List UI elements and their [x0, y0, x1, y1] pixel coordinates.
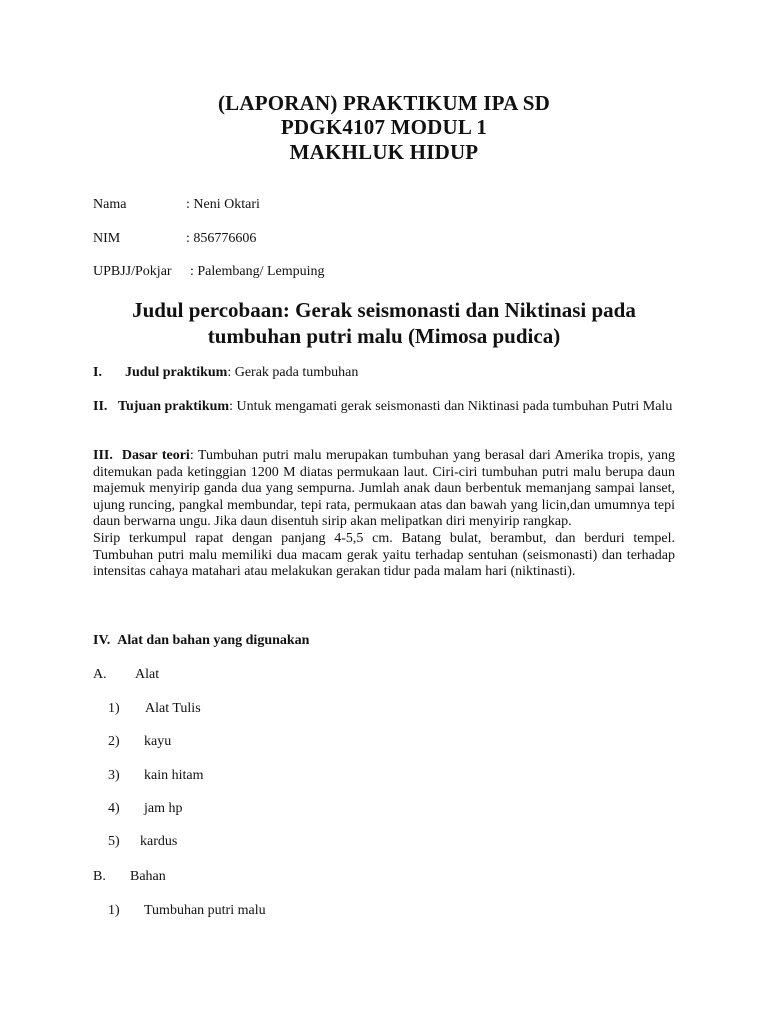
nim-value: : 856776606 [186, 231, 257, 246]
bahan-letter: B. [93, 869, 106, 884]
section-number: III. [93, 448, 113, 463]
dasar-teori-paragraph-1 [93, 448, 675, 531]
list-item-number: 4) [108, 801, 120, 816]
list-item-text: kayu [144, 734, 172, 749]
experiment-heading-line-2: tumbuhan putri malu (Mimosa pudica) [207, 324, 561, 348]
upbjj-value: : Palembang/ Lempuing [190, 264, 325, 279]
report-title-line-1: (LAPORAN) PRAKTIKUM IPA SD [217, 91, 551, 115]
section-label: Alat dan bahan yang digunakan [117, 633, 310, 648]
list-item-text: kardus [140, 834, 178, 849]
list-item-number: 2) [108, 734, 120, 749]
section-label: Judul praktikum [125, 365, 228, 380]
section-label: Tujuan praktikum [117, 399, 230, 414]
section-text: : Untuk mengamati gerak seismonasti dan Niktinasi pada tumbuhan Putri Malu [229, 399, 673, 414]
list-item-number: 1) [108, 903, 120, 918]
section-judul-praktikum [93, 365, 675, 382]
section-text: : Gerak pada tumbuhan [227, 365, 359, 380]
section-text: : Tumbuhan putri malu merupakan tumbuhan yang berasal dari Amerika tropis, yang ditemukan pada ketinggian 1200 M diatas permukaan laut. Ciri-ciri tumbuhan putri malu berupa daun majemuk menyirip ganda dua yang sempurna. Jumlah anak daun berbentuk memanjang sampai lanset, ujung runcing, pangkal membundar, tepi rata, permukaan atas dan bawah yang licin,dan umumnya tepi daun berwarna ungu. Jika daun disentuh sirip akan melipatkan diri menyirip rangkap. [93, 448, 675, 530]
list-item-number: 3) [108, 768, 120, 783]
list-item-text: kain hitam [144, 768, 204, 783]
section-tujuan-praktikum [93, 399, 675, 416]
identity-nama [93, 196, 260, 214]
list-item-text: jam hp [144, 801, 183, 816]
list-item-text: Alat Tulis [145, 701, 201, 716]
identity-upbjj [93, 263, 325, 281]
section-dasar-teori [93, 448, 675, 581]
nama-label: Nama [93, 197, 127, 212]
experiment-heading-line-1: Judul percobaan: Gerak seismonasti dan Niktinasi pada [132, 298, 636, 322]
dasar-teori-paragraph-2: Sirip terkumpul rapat dengan panjang 4-5,5 cm. Batang bulat, berambut, dan berduri tempel. Tumbuhan putri malu memiliki dua macam gerak yaitu terhadap sentuhan (seismonasti) dan terhadap intensitas cahaya matahari atau melakukan gerakan tidur pada malam hari (niktinasti). [93, 530, 675, 580]
nim-label: NIM [93, 231, 121, 246]
alat-label: Alat [135, 667, 160, 682]
nama-value: : Neni Oktari [186, 197, 260, 212]
alat-letter: A. [93, 667, 107, 682]
bahan-label: Bahan [130, 869, 166, 884]
report-title-line-2: PDGK4107 MODUL 1 [280, 115, 488, 139]
section-number: IV. [93, 633, 111, 648]
identity-nim [93, 230, 257, 248]
report-title-line-3: MAKHLUK HIDUP [289, 140, 479, 164]
section-number: II. [93, 399, 108, 414]
list-item-number: 5) [108, 834, 120, 849]
section-number: I. [93, 365, 102, 380]
section-alat-bahan-heading [93, 633, 675, 650]
list-item-number: 1) [108, 701, 120, 716]
section-label: Dasar teori [121, 448, 190, 463]
list-item-text: Tumbuhan putri malu [144, 903, 266, 918]
upbjj-label: UPBJJ/Pokjar [93, 264, 172, 279]
